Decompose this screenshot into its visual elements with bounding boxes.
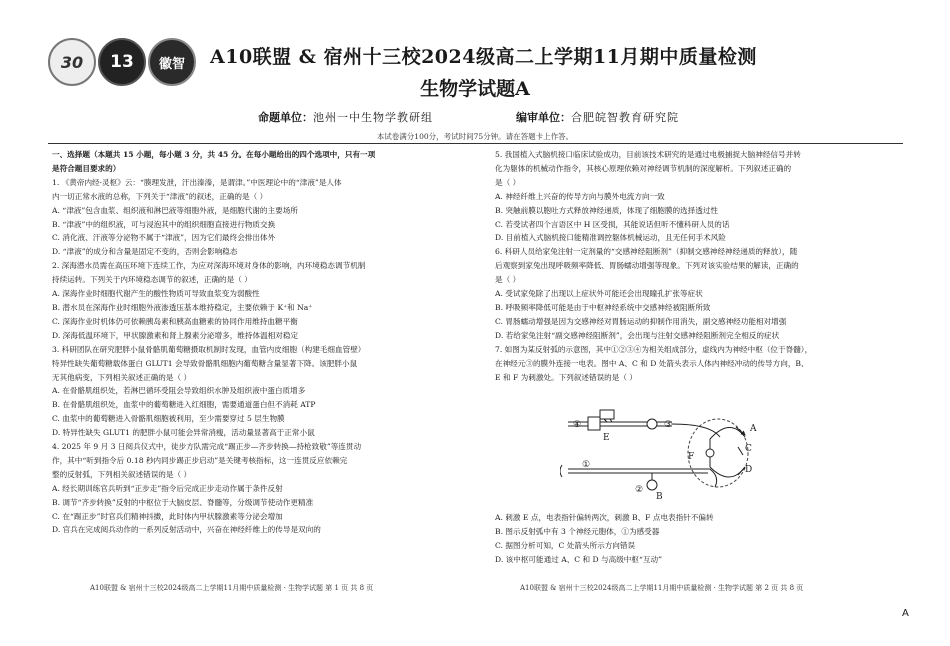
text-line: C. 若受试者四个言语区中 H 区受损，其能说话但听不懂科研人员的话: [495, 219, 730, 229]
text-line: 后观察到家兔出现呼吸频率降低、胃肠蠕动增强等现象。下列对该实验结果的解读，正确的: [495, 261, 799, 271]
text-line: 持续运转。下列关于内环境稳态调节的叙述，正确的是（ ）: [52, 275, 252, 285]
text-line: A. 深海作业时细胞代谢产生的酸性物质可导致血浆变为弱酸性: [52, 289, 260, 299]
label-a: A: [750, 424, 757, 434]
text-line: 5. 我国植入式脑机接口临床试验成功，目前该技术研究的是通过电极捕捉大脑神经信号并转: [495, 150, 801, 159]
text-line: 内一切正常水液的总称，下列关于“津液”的叙述，正确的是（ ）: [52, 191, 268, 201]
label-4: ④: [573, 420, 582, 430]
text-line: D. 该中枢可能通过 A、C 和 D 与高级中枢“互动”: [495, 554, 662, 564]
text-line: B. “津液”中的组织液，可与浸泡其中的组织细胞直接进行物质交换: [52, 219, 276, 229]
label-f: F: [688, 452, 695, 462]
reviewer-label: 编审单位：: [516, 111, 571, 124]
text-line: C. 深海作业时机体仍可依赖胰岛素和胰高血糖素的协同作用维持血糖平衡: [52, 316, 298, 326]
text-line: D. 若给家兔注射“副交感神经阻断剂”，会出现与注射交感神经阻断剂完全相反的症状: [495, 330, 780, 340]
footer-page-2: A10联盟 & 宿州十三校2024级高二上学期11月期中质量检测 · 生物学试题 第 2 页 共 8 页: [520, 584, 804, 592]
text-line: A. 在骨骼肌组织处，若淋巴循环受阻会导致组织水肿及组织液中蛋白质增多: [52, 386, 306, 396]
text-line: 1. 《黄帝内经·灵枢》云：“腠理发泄，汗出溱溱，是谓津。”中医理论中的“津液”是人体: [52, 177, 342, 187]
text-line: C. 血浆中的葡萄糖进入骨骼肌细胞被利用，至少需要穿过 5 层生物膜: [52, 414, 285, 424]
text-line: 是符合题目要求的）: [52, 163, 121, 173]
text-line: 无其他病变，下列相关叙述正确的是（ ）: [52, 372, 192, 382]
text-line: B. 呼吸频率降低可能是由于中枢神经系统中交感神经被阻断所致: [495, 302, 711, 312]
text-line: A. 受试家兔除了出现以上症状外可能还会出现瞳孔扩张等症状: [495, 289, 703, 299]
text-line: A. “津液”包含血浆、组织液和淋巴液等细胞外液，是细胞代谢的主要场所: [52, 205, 298, 215]
text-line: 4. 2025 年 9 月 3 日阅兵仪式中，徒步方队需完成“踢正步—齐步转换—持枪致敬”等连贯动: [52, 442, 362, 452]
text-line: B. 图示反射弧中有 3 个神经元胞体，①为感受器: [495, 526, 660, 536]
text-line: D. 深海低温环境下，甲状腺激素和肾上腺素分泌增多，维持体温相对稳定: [52, 330, 299, 340]
text-line: B. 潜水员在深海作业时细胞外液渗透压基本维持稳定，主要依赖于 K⁺和 Na⁺: [52, 302, 313, 312]
neuron-body-3: [647, 419, 657, 429]
text-line: B. 突触前膜以胞吐方式释放神经递质，体现了细胞膜的选择透过性: [495, 205, 719, 215]
electric-meter: [600, 410, 614, 419]
text-line: 整的反射弧，下列相关叙述错误的是（ ）: [52, 469, 192, 479]
text-line: D. 目前植入式脑机接口能精准调控躯体机械运动，且无任何手术风险: [495, 233, 726, 243]
exam-subtitle: 生物学试题A: [420, 78, 530, 100]
label-b: B: [656, 492, 663, 502]
text-line: 是（ ）: [495, 275, 521, 285]
exam-title: A10联盟 & 宿州十三校2024级高二上学期11月期中质量检测: [210, 46, 757, 68]
text-line: B. 在骨骼肌组织处，血浆中的葡萄糖进入红细胞，需要通道蛋白但不消耗 ATP: [52, 400, 316, 410]
label-2: ②: [635, 485, 644, 495]
text-line: A. 经长期训练官兵听到“正步走”指令后完成正步走动作属于条件反射: [52, 483, 283, 493]
text-line: 一、选择题（本题共 15 小题，每小题 3 分，共 45 分。在每小题给出的四个选项中，只有一项: [52, 150, 376, 159]
text-line: 特异性缺失葡萄糖载体蛋白 GLUT1 会导致骨骼肌细胞内葡萄糖含量显著下降。该肥胖小鼠: [52, 358, 358, 368]
wanzhi-education-logo: 徽智: [148, 38, 196, 86]
exam-instructions: 本试卷满分100分，考试时间75分钟。请在答题卡上作答。: [376, 132, 574, 141]
interneuron-body: [706, 449, 714, 457]
text-line: 在神经元③的膜外连接一电表。图中 A、C 和 D 处箭头表示人体内神经冲动的传导方向，B、: [495, 358, 809, 368]
receptor-ending: [560, 465, 562, 477]
label-3: ③: [664, 420, 673, 430]
text-line: D. “津液”的成分和含量是固定不变的，否则会影响稳态: [52, 247, 238, 257]
corner-mark: A: [902, 608, 909, 619]
effector-box: [588, 417, 600, 430]
arrow-c: [738, 447, 743, 455]
arrow-a: [736, 427, 745, 435]
label-c: C: [745, 444, 752, 454]
text-line: 作，其中“听到指令后 0.18 秒内同步踢正步启动”是关键考核指标，这一连贯反应依赖完: [52, 455, 348, 465]
label-d: D: [745, 465, 753, 475]
text-line: C. 据图分析可知，C 处箭头所示方向错误: [495, 540, 636, 550]
label-1: ①: [582, 460, 591, 470]
header-divider: [48, 143, 903, 144]
text-line: 6. 科研人员给家兔注射一定剂量的“交感神经阻断剂”（抑制交感神经神经递质的释放），随: [495, 247, 798, 257]
right-column-bottom: [495, 511, 875, 567]
left-column: [52, 148, 432, 537]
reviewer-unit: [516, 109, 679, 125]
reviewer-value: 合肥皖智教育研究院: [571, 111, 679, 124]
author-unit: [258, 109, 433, 125]
text-line: A. 刺激 E 点，电表指针偏转两次，刺激 B、F 点电表指针不偏转: [495, 513, 714, 522]
reflex-arc-diagram: [560, 407, 785, 507]
text-line: 化为躯体的机械动作指令，其核心原理依赖对神经调节机制的深度解析。下列叙述正确的: [495, 163, 792, 173]
text-line: C. 消化液、汗液等分泌物不属于“津液”，因为它们最终会排出体外: [52, 233, 276, 243]
right-column-top: [495, 148, 875, 384]
text-line: A. 神经纤维上兴奋的传导方向与膜外电流方向一致: [495, 191, 665, 201]
alliance-logo: 30: [48, 38, 96, 86]
text-line: 7. 如图为某反射弧的示意图，其中①②③④为相关组成部分，虚线内为神经中枢（位于脊髓），: [495, 344, 813, 354]
text-line: E 和 F 为刺激处。下列叙述错误的是（ ）: [495, 372, 637, 382]
text-line: C. 胃肠蠕动增强是因为交感神经对胃肠运动的抑制作用消失，副交感神经功能相对增强: [495, 316, 787, 326]
author-label: 命题单位：: [258, 111, 313, 124]
author-value: 池州一中生物学教研组: [313, 111, 433, 124]
text-line: D. 官兵在完成阅兵动作的一系列反射活动中，兴奋在神经纤维上的传导是双向的: [52, 525, 321, 535]
neuron-body-2: [647, 480, 657, 490]
text-line: 是（ ）: [495, 177, 521, 187]
text-line: B. 调节“齐步转换”反射的中枢位于大脑皮层、脊髓等，分级调节使动作更精准: [52, 497, 314, 507]
text-line: 2. 深海潜水员需在高压环境下连续工作，为应对深海环境对身体的影响，内环境稳态调节机制: [52, 261, 366, 271]
thirteen-schools-logo: 13: [98, 38, 146, 86]
text-line: 3. 科研团队在研究肥胖小鼠骨骼肌葡萄糖摄取机制时发现，血管内皮细胞（构建毛细血管壁）: [52, 344, 366, 354]
text-line: C. 在“踢正步”时官兵们精神抖擞，此时体内甲状腺激素等分泌会增加: [52, 511, 283, 521]
footer-page-1: A10联盟 & 宿州十三校2024级高二上学期11月期中质量检测 · 生物学试题 第 1 页 共 8 页: [90, 584, 374, 592]
fiber-to-center: [672, 424, 720, 437]
label-e: E: [603, 433, 610, 443]
text-line: D. 特异性缺失 GLUT1 的肥胖小鼠可能会异常消瘦，活动量显著高于正常小鼠: [52, 428, 315, 438]
